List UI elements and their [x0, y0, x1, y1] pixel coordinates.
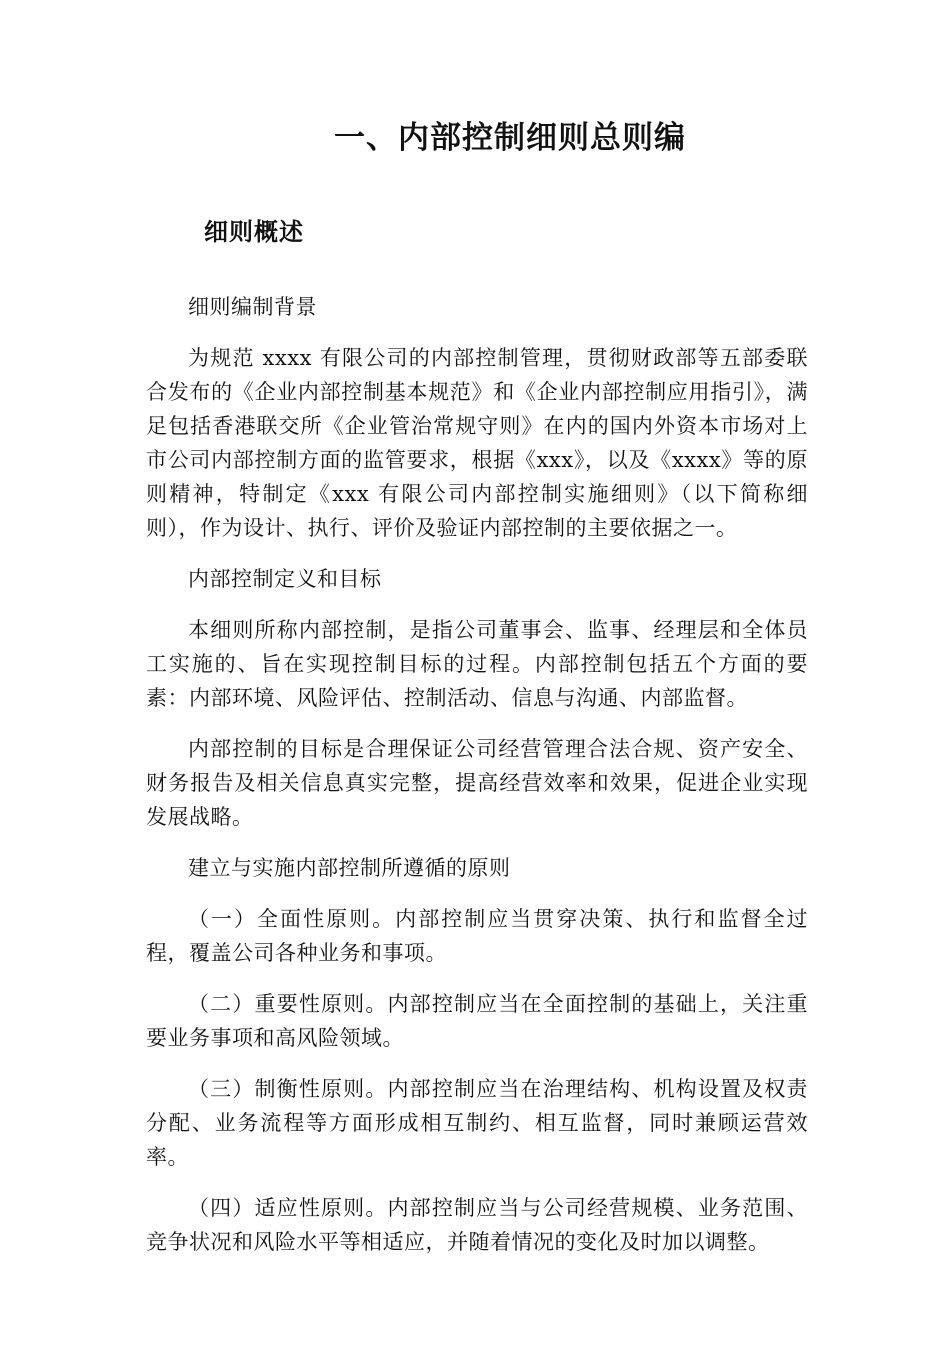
paragraph-principle-comprehensive: （一）全面性原则。内部控制应当贯穿决策、执行和监督全过程，覆盖公司各种业务和事项。 — [146, 907, 808, 965]
subheading-background: 细则编制背景 — [188, 295, 317, 319]
paragraph-principle-importance: （二）重要性原则。内部控制应当在全面控制的基础上，关注重要业务事项和高风险领域。 — [146, 992, 808, 1050]
paragraph-principle-checks-balances: （三）制衡性原则。内部控制应当在治理结构、机构设置及权责分配、业务流程等方面形成相互制约、相互监督，同时兼顾运营效率。 — [146, 1077, 808, 1169]
paragraph-background: 为规范 xxxx 有限公司的内部控制管理，贯彻财政部等五部委联合发布的《企业内部控制基本规范》和《企业内部控制应用指引》，满足包括香港联交所《企业管治常规守则》在内的国内外资本市场对上市公司内部控制方面的监管要求，根据《xxx》，以及《xxxx》等的原则精神，特制定《xxx 有限公司内部控制实施细则》（以下简称细则），作为设计、执行、评价及验证内部控制的主要依据之一。 — [146, 346, 808, 540]
paragraph-definition: 本细则所称内部控制，是指公司董事会、监事、经理层和全体员工实施的、旨在实现控制目标的过程。内部控制包括五个方面的要素：内部环境、风险评估、控制活动、信息与沟通、内部监督。 — [146, 618, 808, 710]
subheading-definition: 内部控制定义和目标 — [188, 567, 382, 591]
paragraph-principle-adaptability: （四）适应性原则。内部控制应当与公司经营规模、业务范围、竞争状况和风险水平等相适应，并随着情况的变化及时加以调整。 — [146, 1196, 808, 1254]
section-heading: 细则概述 — [204, 217, 304, 246]
paragraph-objective: 内部控制的目标是合理保证公司经营管理合法合规、资产安全、财务报告及相关信息真实完整，提高经营效率和效果，促进企业实现发展战略。 — [146, 737, 808, 829]
document-body — [146, 290, 808, 1276]
document-title: 一、内部控制细则总则编 — [334, 120, 686, 156]
subheading-principles: 建立与实施内部控制所遵循的原则 — [188, 856, 511, 880]
